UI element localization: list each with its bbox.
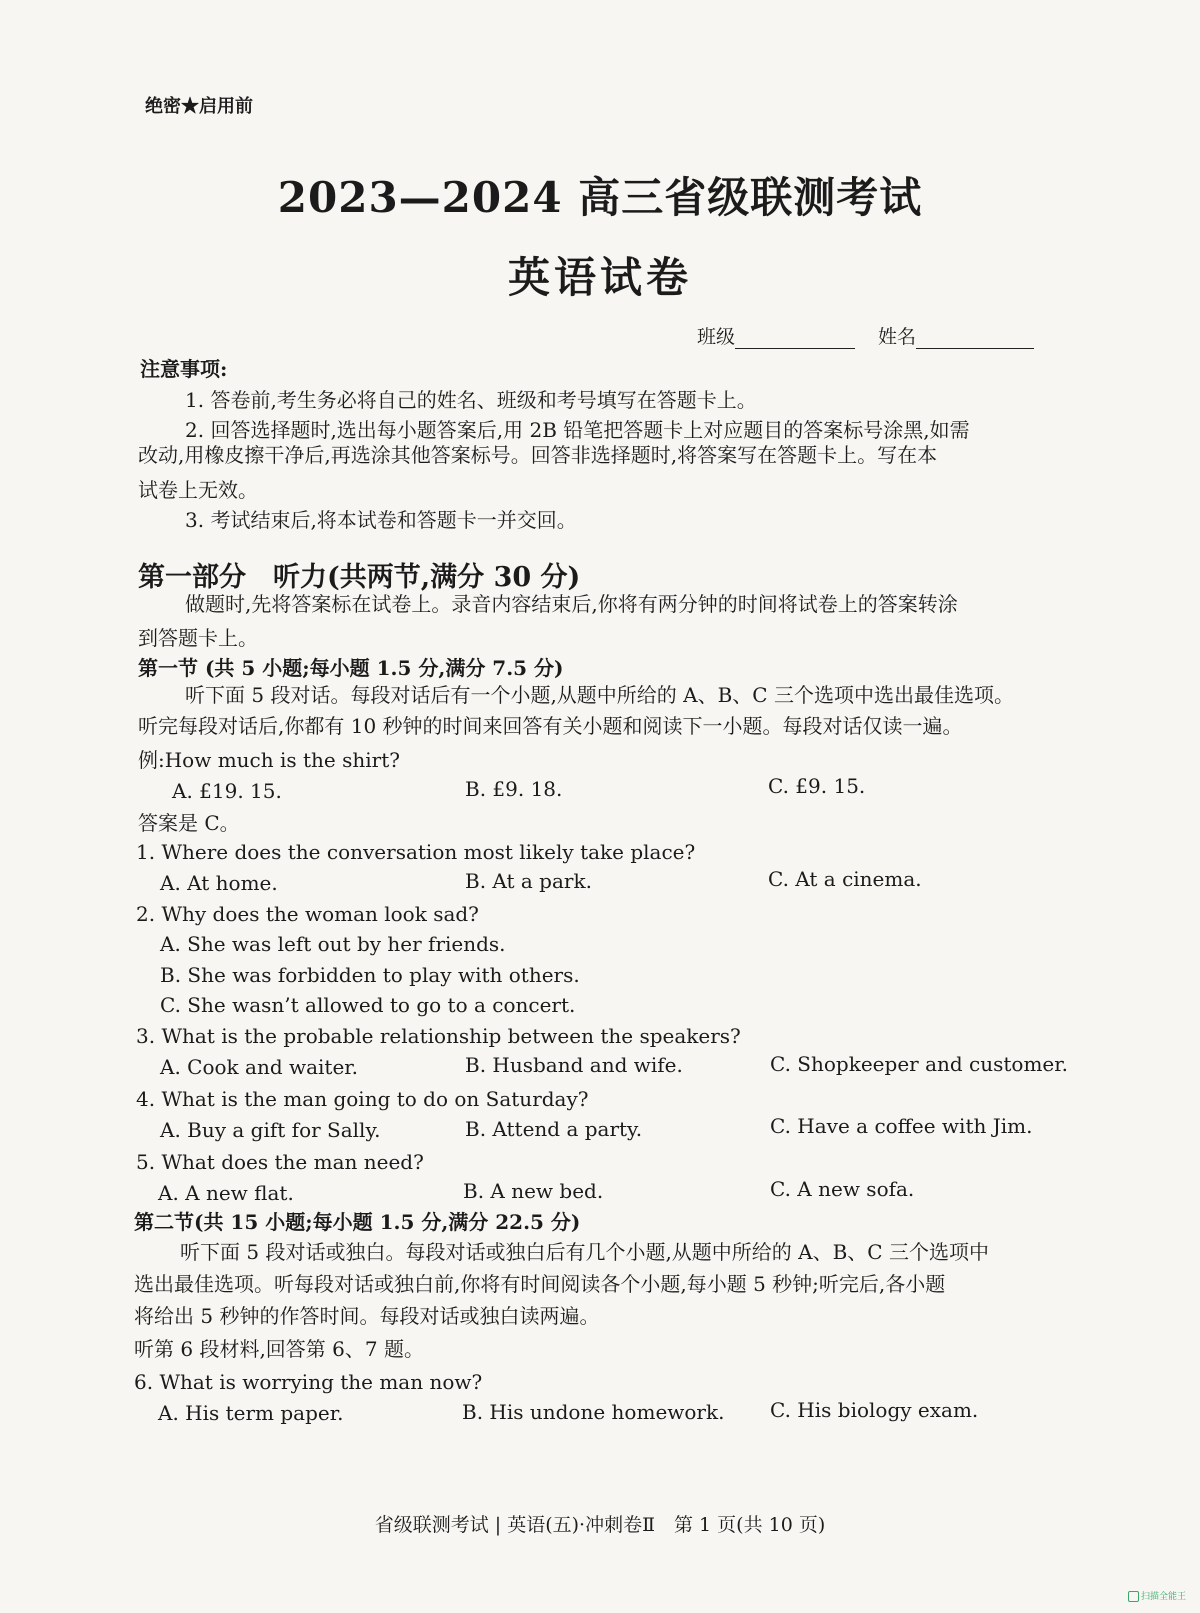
question-1-option-a: A. At home. (160, 871, 278, 895)
section2-heading: 第二节(共 15 小题;每小题 1.5 分,满分 22.5 分) (134, 1210, 581, 1234)
example-option-b: B. £9. 18. (465, 777, 563, 801)
section2-intro-end: 将给出 5 秒钟的作答时间。每段对话或独白读两遍。 (134, 1304, 600, 1328)
question-3-option-a: A. Cook and waiter. (160, 1055, 359, 1079)
question-3-option-c: C. Shopkeeper and customer. (770, 1052, 1068, 1076)
example-question: 例:How much is the shirt? (138, 748, 400, 772)
scanner-logo-icon (1128, 1591, 1139, 1602)
question-1-option-b: B. At a park. (465, 869, 592, 893)
confidential-label: 绝密★启用前 (145, 96, 253, 117)
notice-item-2: 2. 回答选择题时,选出每小题答案后,用 2B 铅笔把答题卡上对应题目的答案标号涂黑,如需 (185, 418, 970, 442)
notice-item-1: 1. 答卷前,考生务必将自己的姓名、班级和考号填写在答题卡上。 (185, 388, 757, 412)
example-option-c: C. £9. 15. (768, 774, 866, 798)
question-2-option-a: A. She was left out by her friends. (160, 932, 506, 956)
exam-subject-title: 英语试卷 (507, 253, 692, 302)
section1-intro: 听下面 5 段对话。每段对话后有一个小题,从题中所给的 A、B、C 三个选项中选出最佳选项。 (185, 683, 1014, 707)
question-2-option-b: B. She was forbidden to play with others. (160, 963, 580, 987)
question-5-option-b: B. A new bed. (463, 1179, 604, 1203)
example-option-a: A. £19. 15. (172, 779, 282, 803)
part1-intro-cont: 到答题卡上。 (138, 626, 258, 650)
section1-heading: 第一节 (共 5 小题;每小题 1.5 分,满分 7.5 分) (138, 656, 564, 680)
name-label: 姓名 (878, 326, 917, 348)
class-blank-line (735, 328, 855, 349)
part1-intro: 做题时,先将答案标在试卷上。录音内容结束后,你将有两分钟的时间将试卷上的答案转涂 (185, 592, 958, 616)
question-2-option-c: C. She wasn’t allowed to go to a concert. (160, 993, 576, 1017)
example-answer: 答案是 C。 (138, 811, 240, 835)
question-4-option-a: A. Buy a gift for Sally. (160, 1118, 381, 1142)
question-1: 1. Where does the conversation most likely take place? (136, 840, 696, 864)
part1-heading: 第一部分 听力(共两节,满分 30 分) (138, 562, 581, 593)
scanner-logo-text: 扫描全能王 (1140, 1592, 1186, 1602)
exam-title: 2023—2024 高三省级联测考试 (277, 173, 923, 222)
class-field (697, 322, 855, 349)
question-6-option-c: C. His biology exam. (770, 1398, 979, 1422)
material-6-instruction: 听第 6 段材料,回答第 6、7 题。 (134, 1337, 424, 1361)
question-6-option-a: A. His term paper. (158, 1401, 344, 1425)
question-4: 4. What is the man going to do on Saturday? (136, 1087, 589, 1111)
section1-intro-cont: 听完每段对话后,你都有 10 秒钟的时间来回答有关小题和阅读下一小题。每段对话仅读一遍。 (138, 714, 963, 738)
question-5-option-a: A. A new flat. (158, 1181, 294, 1205)
class-label: 班级 (697, 326, 736, 348)
question-3: 3. What is the probable relationship between the speakers? (136, 1024, 741, 1048)
notice-item-2-end: 试卷上无效。 (138, 478, 258, 502)
question-2: 2. Why does the woman look sad? (136, 902, 479, 926)
page-footer: 省级联测考试 | 英语(五)·冲刺卷Ⅱ 第 1 页(共 10 页) (374, 1514, 826, 1536)
question-1-option-c: C. At a cinema. (768, 867, 922, 891)
question-5-option-c: C. A new sofa. (770, 1177, 915, 1201)
question-4-option-c: C. Have a coffee with Jim. (770, 1114, 1033, 1138)
question-4-option-b: B. Attend a party. (465, 1117, 643, 1141)
question-6: 6. What is worrying the man now? (134, 1370, 483, 1394)
question-5: 5. What does the man need? (136, 1150, 424, 1174)
section2-intro-cont: 选出最佳选项。听每段对话或独白前,你将有时间阅读各个小题,每小题 5 秒钟;听完后,各小题 (134, 1272, 946, 1296)
scanner-watermark-logo (1128, 1589, 1186, 1602)
question-6-option-b: B. His undone homework. (462, 1400, 725, 1424)
notice-item-3: 3. 考试结束后,将本试卷和答题卡一并交回。 (185, 508, 577, 532)
section2-intro: 听下面 5 段对话或独白。每段对话或独白后有几个小题,从题中所给的 A、B、C 三个选项中 (180, 1240, 989, 1264)
notice-item-2-cont: 改动,用橡皮擦干净后,再选涂其他答案标号。回答非选择题时,将答案写在答题卡上。写在本 (138, 443, 938, 467)
notice-heading: 注意事项: (140, 357, 228, 381)
question-3-option-b: B. Husband and wife. (465, 1053, 683, 1077)
name-field (878, 322, 1034, 349)
name-blank-line (916, 328, 1034, 349)
